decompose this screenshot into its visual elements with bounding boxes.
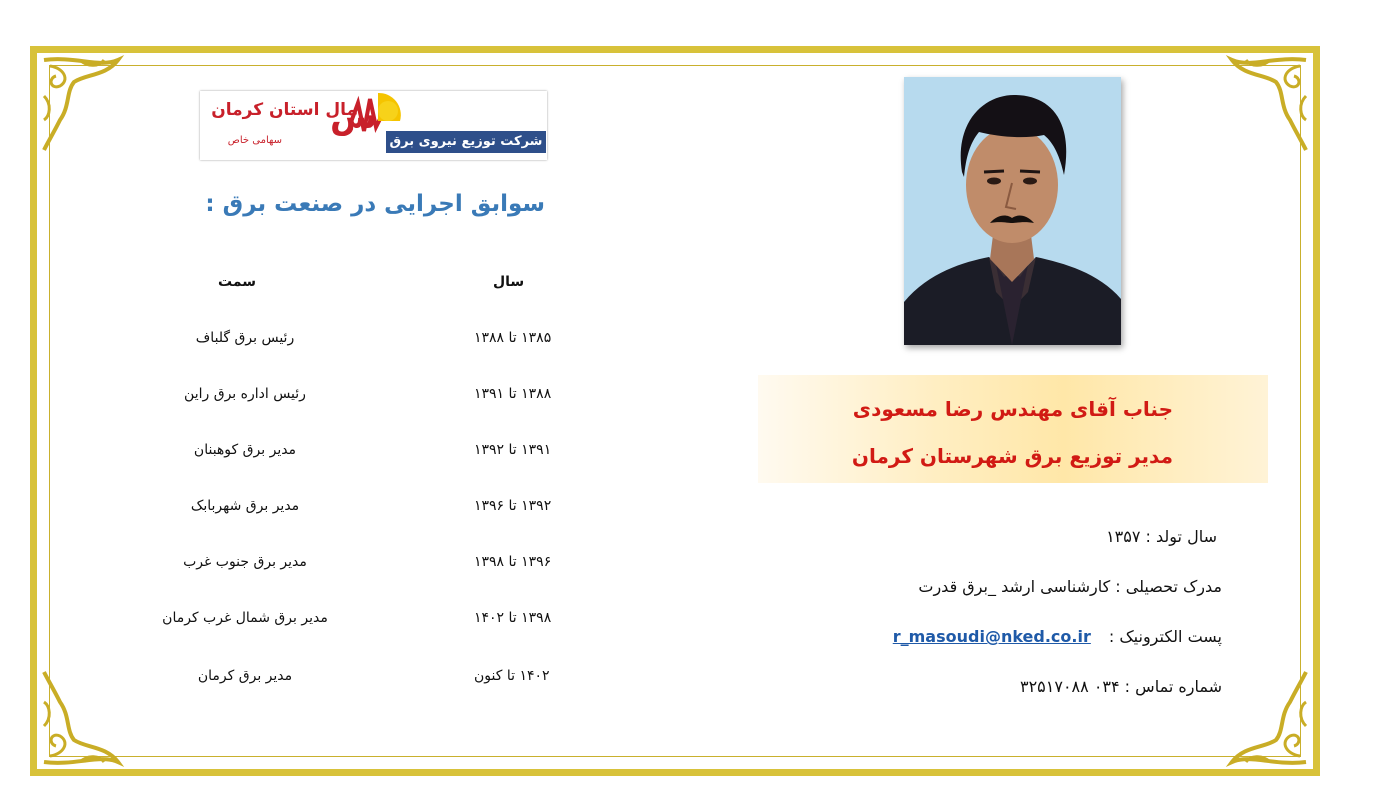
education: مدرک تحصیلی : کارشناسی ارشد _برق قدرت xyxy=(918,577,1222,596)
profile-photo xyxy=(904,77,1121,345)
row-year: ۱۳۸۸ تا ۱۳۹۱ xyxy=(474,386,552,402)
row-position: رئیس برق گلباف xyxy=(195,330,295,346)
row-year: ۱۳۹۶ تا ۱۳۹۸ xyxy=(474,554,552,570)
logo-text-main: مال استان کرمان xyxy=(211,100,357,120)
company-logo xyxy=(200,91,547,160)
logo-company-name: شرکت توزیع نیروی برق xyxy=(386,131,546,153)
row-year: ۱۳۸۵ تا ۱۳۸۸ xyxy=(474,330,552,346)
ornament-corner-top-right xyxy=(1210,46,1320,156)
email-link[interactable]: r_masoudi@nked.co.ir xyxy=(892,627,1091,646)
ornament-corner-top-left xyxy=(30,46,140,156)
email-label: پست الکترونیک : xyxy=(1108,627,1222,646)
row-year: ۱۳۹۲ تا ۱۳۹۶ xyxy=(474,498,552,514)
name-box xyxy=(758,375,1268,483)
person-name: جناب آقای مهندس رضا مسعودی xyxy=(852,397,1173,421)
person-title: مدیر توزیع برق شهرستان کرمان xyxy=(851,444,1173,468)
row-year: ۱۴۰۲ تا کنون xyxy=(474,668,550,684)
birth-year: سال تولد : ۱۳۵۷ xyxy=(1106,527,1217,546)
header-position: سمت xyxy=(218,274,256,290)
row-position: مدیر برق شهربابک xyxy=(190,498,300,514)
ornament-corner-bottom-right xyxy=(1210,666,1320,776)
row-position: مدیر برق کوهبنان xyxy=(193,442,297,458)
row-position: رئیس اداره برق راین xyxy=(184,386,306,402)
row-year: ۱۳۹۱ تا ۱۳۹۲ xyxy=(474,442,552,458)
section-title: سوابق اجرایی در صنعت برق : xyxy=(205,191,545,217)
row-position: مدیر برق کرمان xyxy=(197,668,293,684)
logo-mark: ش xyxy=(330,97,377,137)
row-year: ۱۳۹۸ تا ۱۴۰۲ xyxy=(474,610,552,626)
ornament-corner-bottom-left xyxy=(30,666,140,776)
header-year: سال xyxy=(493,274,525,290)
row-position: مدیر برق شمال غرب کرمان xyxy=(162,610,328,626)
row-position: مدیر برق جنوب غرب xyxy=(183,554,307,570)
phone-number: شماره تماس : ۰۳۴ ۳۲۵۱۷۰۸۸ xyxy=(1019,677,1222,696)
logo-subtitle: سهامی خاص xyxy=(227,135,282,146)
portrait-illustration xyxy=(904,77,1121,345)
email-row xyxy=(893,627,1222,646)
